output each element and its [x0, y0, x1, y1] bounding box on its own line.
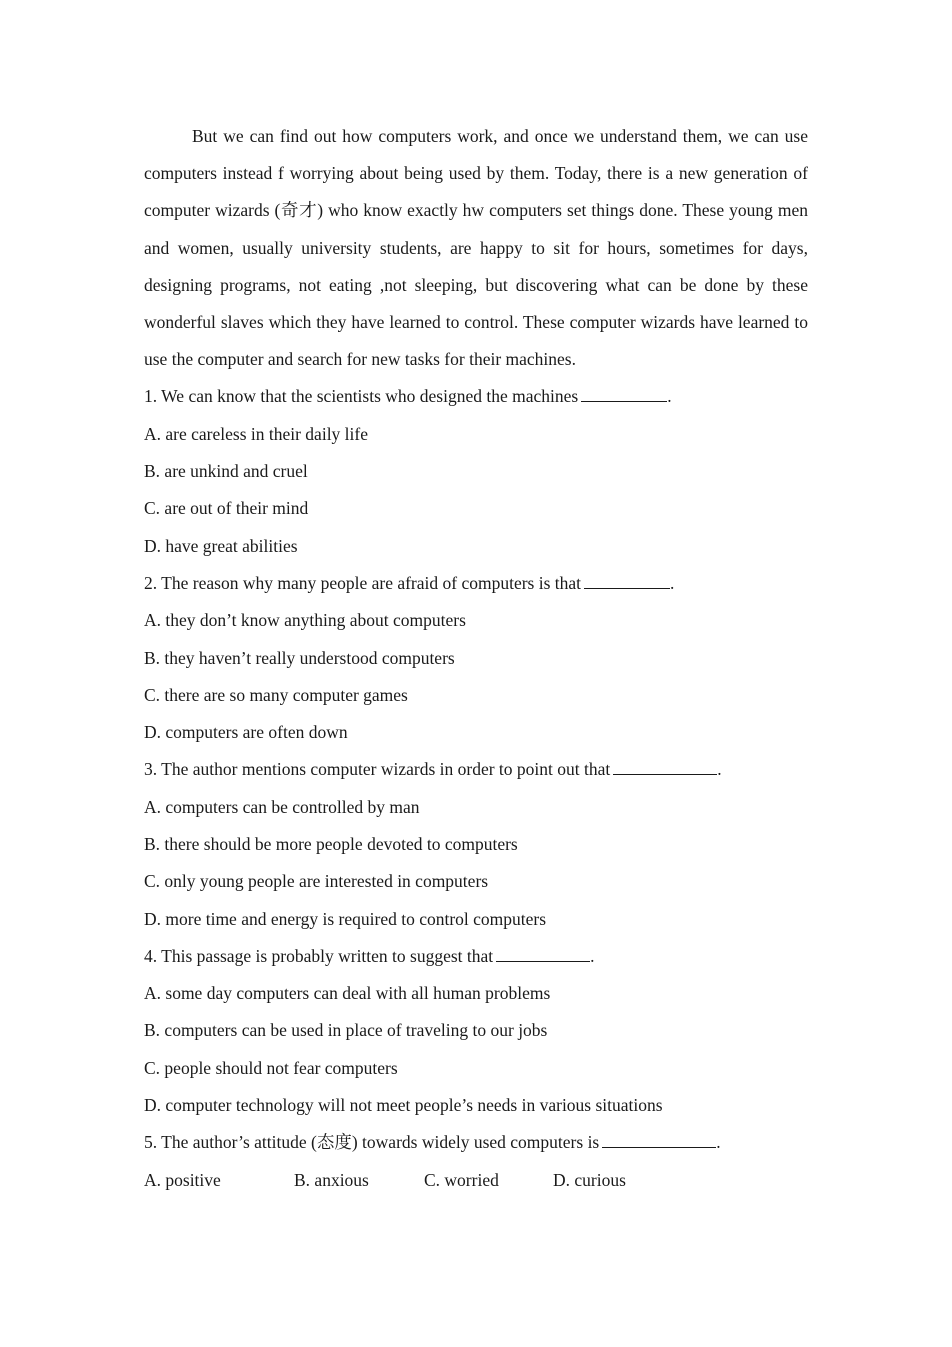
option-c: C. people should not fear computers: [144, 1057, 398, 1078]
option-b: B. they haven’t really understood computers: [144, 647, 455, 668]
option-d: D. have great abilities: [144, 535, 298, 556]
passage-paragraph: But we can find out how computers work, and once we understand them, we can use computers instead f worrying about being used by them. Today, there is a new generation of computer wizards (奇才) who know exactly hw computers set things done. These young men and women, usually university students, are happy to sit for hours, sometimes for days, designing programs, not eating ,not sleeping, but discovering what can be done by these wonderful slaves which they have learned to control. These computer wizards have learned to use the computer and search for new tasks for their machines.: [144, 126, 808, 370]
answer-blank: [613, 754, 717, 775]
question-stem-text: 3. The author mentions computer wizards in order to point out that: [144, 759, 611, 780]
option-a: A. they don’t know anything about computers: [144, 610, 466, 631]
option-b: B. are unkind and cruel: [144, 461, 308, 482]
option-b: B. anxious: [294, 1169, 369, 1190]
option-a: A. computers can be controlled by man: [144, 796, 420, 817]
option-a: A. are careless in their daily life: [144, 423, 368, 444]
question-stem-text: 5. The author’s attitude (态度) towards widely used computers is: [144, 1132, 600, 1153]
option-d: D. computers are often down: [144, 722, 348, 743]
answer-blank: [602, 1127, 716, 1148]
option-c: C. are out of their mind: [144, 498, 309, 519]
stem-period: .: [590, 945, 595, 966]
answer-blank: [584, 568, 670, 589]
option-c: C. there are so many computer games: [144, 684, 408, 705]
option-d: D. computer technology will not meet people’s needs in various situations: [144, 1095, 663, 1116]
option-c: C. worried: [424, 1169, 499, 1190]
question-stem-text: 4. This passage is probably written to suggest that: [144, 945, 494, 966]
document-page: [144, 118, 808, 1199]
options-row: [144, 1162, 808, 1199]
question-stem: [144, 1124, 808, 1161]
stem-period: .: [670, 572, 675, 593]
question-stem-text: 2. The reason why many people are afraid of computers is that: [144, 572, 582, 593]
option-b: B. there should be more people devoted to computers: [144, 833, 518, 854]
question-4: [144, 938, 808, 1124]
answer-blank: [581, 381, 667, 402]
question-stem: [144, 751, 808, 788]
question-5: [144, 1124, 808, 1199]
stem-period: .: [667, 386, 672, 407]
option-b: B. computers can be used in place of traveling to our jobs: [144, 1020, 548, 1041]
option-d: D. curious: [553, 1169, 626, 1190]
question-stem: [144, 565, 808, 602]
option-a: A. positive: [144, 1169, 221, 1190]
question-2: [144, 565, 808, 751]
answer-blank: [496, 941, 590, 962]
question-1: [144, 378, 808, 564]
option-d: D. more time and energy is required to control computers: [144, 908, 547, 929]
option-a: A. some day computers can deal with all human problems: [144, 983, 551, 1004]
stem-period: .: [717, 759, 722, 780]
question-stem: [144, 938, 808, 975]
question-stem: [144, 378, 808, 415]
option-c: C. only young people are interested in computers: [144, 871, 489, 892]
question-3: [144, 751, 808, 937]
question-stem-text: 1. We can know that the scientists who designed the machines: [144, 386, 579, 407]
stem-period: .: [716, 1132, 721, 1153]
